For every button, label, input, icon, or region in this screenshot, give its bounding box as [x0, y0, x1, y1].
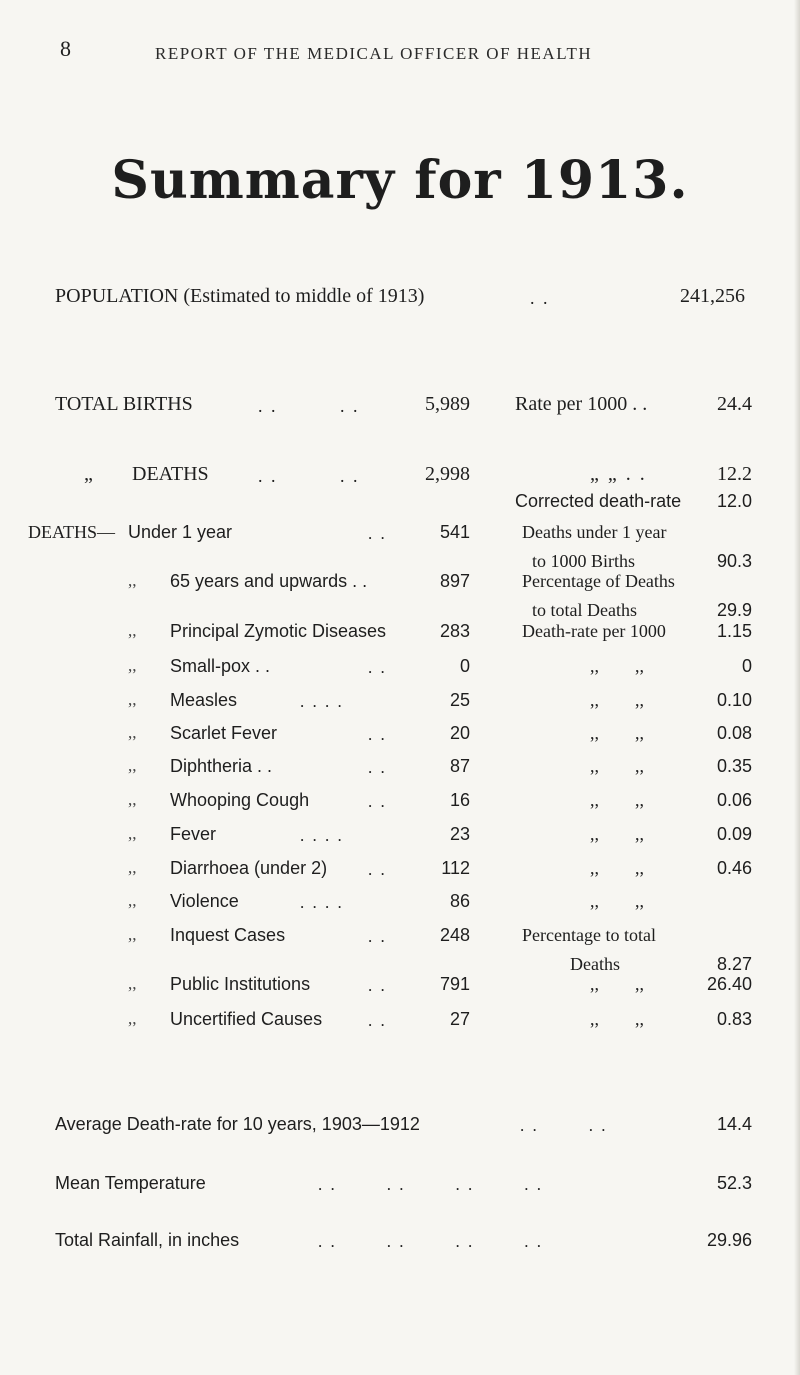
deaths-table-stat-value: 0.06 [716, 790, 752, 810]
deaths-table-number: 27 [449, 1009, 470, 1029]
deaths-table-stat-value: 26.40 [706, 974, 752, 994]
deaths-table-number: 248 [439, 925, 470, 945]
page-number: 8 [60, 36, 71, 61]
deaths-table-ditto: ,, [128, 790, 137, 809]
deaths-dots-1: . . [258, 466, 278, 486]
deaths-table-stat-label: ,, ,, [590, 1009, 644, 1029]
deaths-table-ditto: ,, [128, 974, 137, 993]
population-value: 241,256 [680, 285, 745, 307]
deaths-table-stat-label: ,, ,, [590, 723, 644, 743]
deaths-table-number: 86 [449, 891, 470, 911]
footer-stat-value: 14.4 [716, 1114, 752, 1134]
deaths-table-number: 541 [439, 522, 470, 542]
deaths-table-stat-value: 90.3 [716, 551, 752, 571]
deaths-label: DEATHS [132, 463, 209, 485]
deaths-table-dots: . . [368, 976, 387, 995]
deaths-table-stat-label: Percentage to total [522, 925, 656, 945]
deaths-table-cause: Principal Zymotic Diseases [170, 621, 387, 641]
deaths-table-stat-value: 0.09 [716, 824, 752, 844]
births-rate-label: Rate per 1000 . . [515, 393, 648, 415]
footer-stat-label: Average Death-rate for 10 years, 1903—1912 [55, 1114, 420, 1134]
deaths-table-stat-label: ,, ,, [590, 858, 644, 878]
births-dots-2: . . [340, 396, 360, 416]
deaths-table-cause: Inquest Cases [170, 925, 286, 945]
deaths-table-cause: Diarrhoea (under 2) [170, 858, 328, 878]
births-rate: 24.4 [717, 393, 752, 415]
deaths-table-dots: . . [368, 524, 387, 543]
deaths-table-stat-label: ,, ,, [590, 756, 644, 776]
births-value: 5,989 [425, 393, 470, 415]
deaths-table-cause: Scarlet Fever [170, 723, 278, 743]
corrected-death-rate: 12.0 [716, 491, 752, 511]
footer-stat-value: 52.3 [716, 1173, 752, 1193]
deaths-table-dots: . . . . [300, 692, 344, 711]
deaths-table-ditto: ,, [128, 891, 137, 910]
deaths-table-stat-value: 0.08 [716, 723, 752, 743]
deaths-table-number: 23 [449, 824, 470, 844]
deaths-table-cause: Small-pox . . [170, 656, 271, 676]
deaths-table-ditto: ,, [128, 824, 137, 843]
population-label: POPULATION (Estimated to middle of 1913) [55, 285, 425, 307]
deaths-table-cause: Diphtheria . . [170, 756, 273, 776]
deaths-table-cause: Uncertified Causes [170, 1009, 323, 1029]
deaths-table-stat-value: 8.27 [716, 954, 752, 974]
deaths-table-stat-value: 0.35 [716, 756, 752, 776]
deaths-table-dots: . . [368, 860, 387, 879]
deaths-table-number: 0 [459, 656, 470, 676]
footer-stat-value: 29.96 [706, 1230, 752, 1250]
page-title: Summary for 1913. [111, 150, 689, 211]
deaths-table-stat-label: ,, ,, [590, 974, 644, 994]
population-dots: . . [530, 288, 550, 308]
deaths-table-ditto: ,, [128, 858, 137, 877]
deaths-table-cause: Fever [170, 824, 217, 844]
corrected-death-rate-label: Corrected death-rate [515, 491, 682, 511]
deaths-rate: 12.2 [717, 463, 752, 485]
deaths-table-stat-label: ,, ,, [590, 656, 644, 676]
deaths-table-stat-label-2: to 1000 Births [532, 551, 636, 571]
deaths-table-dots: . . [368, 658, 387, 677]
footer-stat-label: Total Rainfall, in inches [55, 1230, 240, 1250]
footer-stat-label: Mean Temperature [55, 1173, 206, 1193]
footer-stat-dots: . . . . . . . . [318, 1232, 543, 1251]
deaths-table-cause: Measles [170, 690, 238, 710]
deaths-value: 2,998 [425, 463, 470, 485]
deaths-table-dots: . . [368, 1011, 387, 1030]
deaths-table-mark: DEATHS— [28, 522, 116, 542]
deaths-table-number: 87 [449, 756, 470, 776]
deaths-table-ditto: ,, [128, 723, 137, 742]
deaths-table-number: 16 [449, 790, 470, 810]
deaths-table-ditto: ,, [128, 925, 137, 944]
deaths-table-dots: . . [368, 792, 387, 811]
deaths-table-dots: . . [368, 927, 387, 946]
deaths-table-ditto: ,, [128, 571, 137, 590]
deaths-table-cause: Whooping Cough [170, 790, 310, 810]
deaths-table-number: 112 [441, 858, 470, 878]
deaths-table-dots: . . [368, 725, 387, 744]
deaths-table-stat-value: 1.15 [716, 621, 752, 641]
deaths-table-stat-label-2: to total Deaths [532, 600, 637, 620]
deaths-table-stat-label: Deaths under 1 year [522, 522, 667, 542]
deaths-table-number: 25 [449, 690, 470, 710]
deaths-table-number: 20 [449, 723, 470, 743]
deaths-dots-2: . . [340, 466, 360, 486]
footer-stat-dots: . . . . . . . . [318, 1175, 543, 1194]
deaths-table-stat-value: 0 [741, 656, 752, 676]
deaths-table-stat-label: ,, ,, [590, 824, 644, 844]
deaths-table-ditto: ,, [128, 656, 137, 675]
deaths-table-number: 897 [439, 571, 470, 591]
deaths-table-cause: Violence [170, 891, 239, 911]
deaths-table-stat-label: ,, ,, [590, 790, 644, 810]
footer-stat-dots: . . . . [520, 1116, 608, 1135]
deaths-table-ditto: ,, [128, 756, 137, 775]
deaths-table-number: 283 [439, 621, 470, 641]
deaths-table-stat-label: ,, ,, [590, 891, 644, 911]
deaths-table-ditto: ,, [128, 621, 137, 640]
deaths-table-ditto: ,, [128, 1009, 137, 1028]
deaths-ditto: „ [84, 463, 93, 485]
deaths-table-stat-value: 0.46 [716, 858, 752, 878]
deaths-table-dots: . . [368, 758, 387, 777]
deaths-table-stat-label: ,, ,, [590, 690, 644, 710]
deaths-table-ditto: ,, [128, 690, 137, 709]
deaths-table-cause: 65 years and upwards . . [170, 571, 368, 591]
deaths-table-stat-value: 0.83 [716, 1009, 752, 1029]
deaths-table-dots: . . . . [300, 826, 344, 845]
deaths-table-cause: Public Institutions [170, 974, 311, 994]
deaths-table-cause: Under 1 year [128, 522, 233, 542]
births-label: TOTAL BIRTHS [55, 393, 193, 415]
deaths-table-stat-label-2: Deaths [570, 954, 620, 974]
deaths-table-dots: . . . . [300, 893, 344, 912]
deaths-table-stat-label: Death-rate per 1000 [522, 621, 666, 641]
births-dots-1: . . [258, 396, 278, 416]
running-head: REPORT OF THE MEDICAL OFFICER OF HEALTH [155, 44, 593, 63]
deaths-table-stat-value: 0.10 [716, 690, 752, 710]
deaths-table-number: 791 [439, 974, 470, 994]
deaths-rate-label: „ „ . . [590, 463, 647, 485]
deaths-table-stat-value: 29.9 [716, 600, 752, 620]
deaths-table-stat-label: Percentage of Deaths [522, 571, 675, 591]
